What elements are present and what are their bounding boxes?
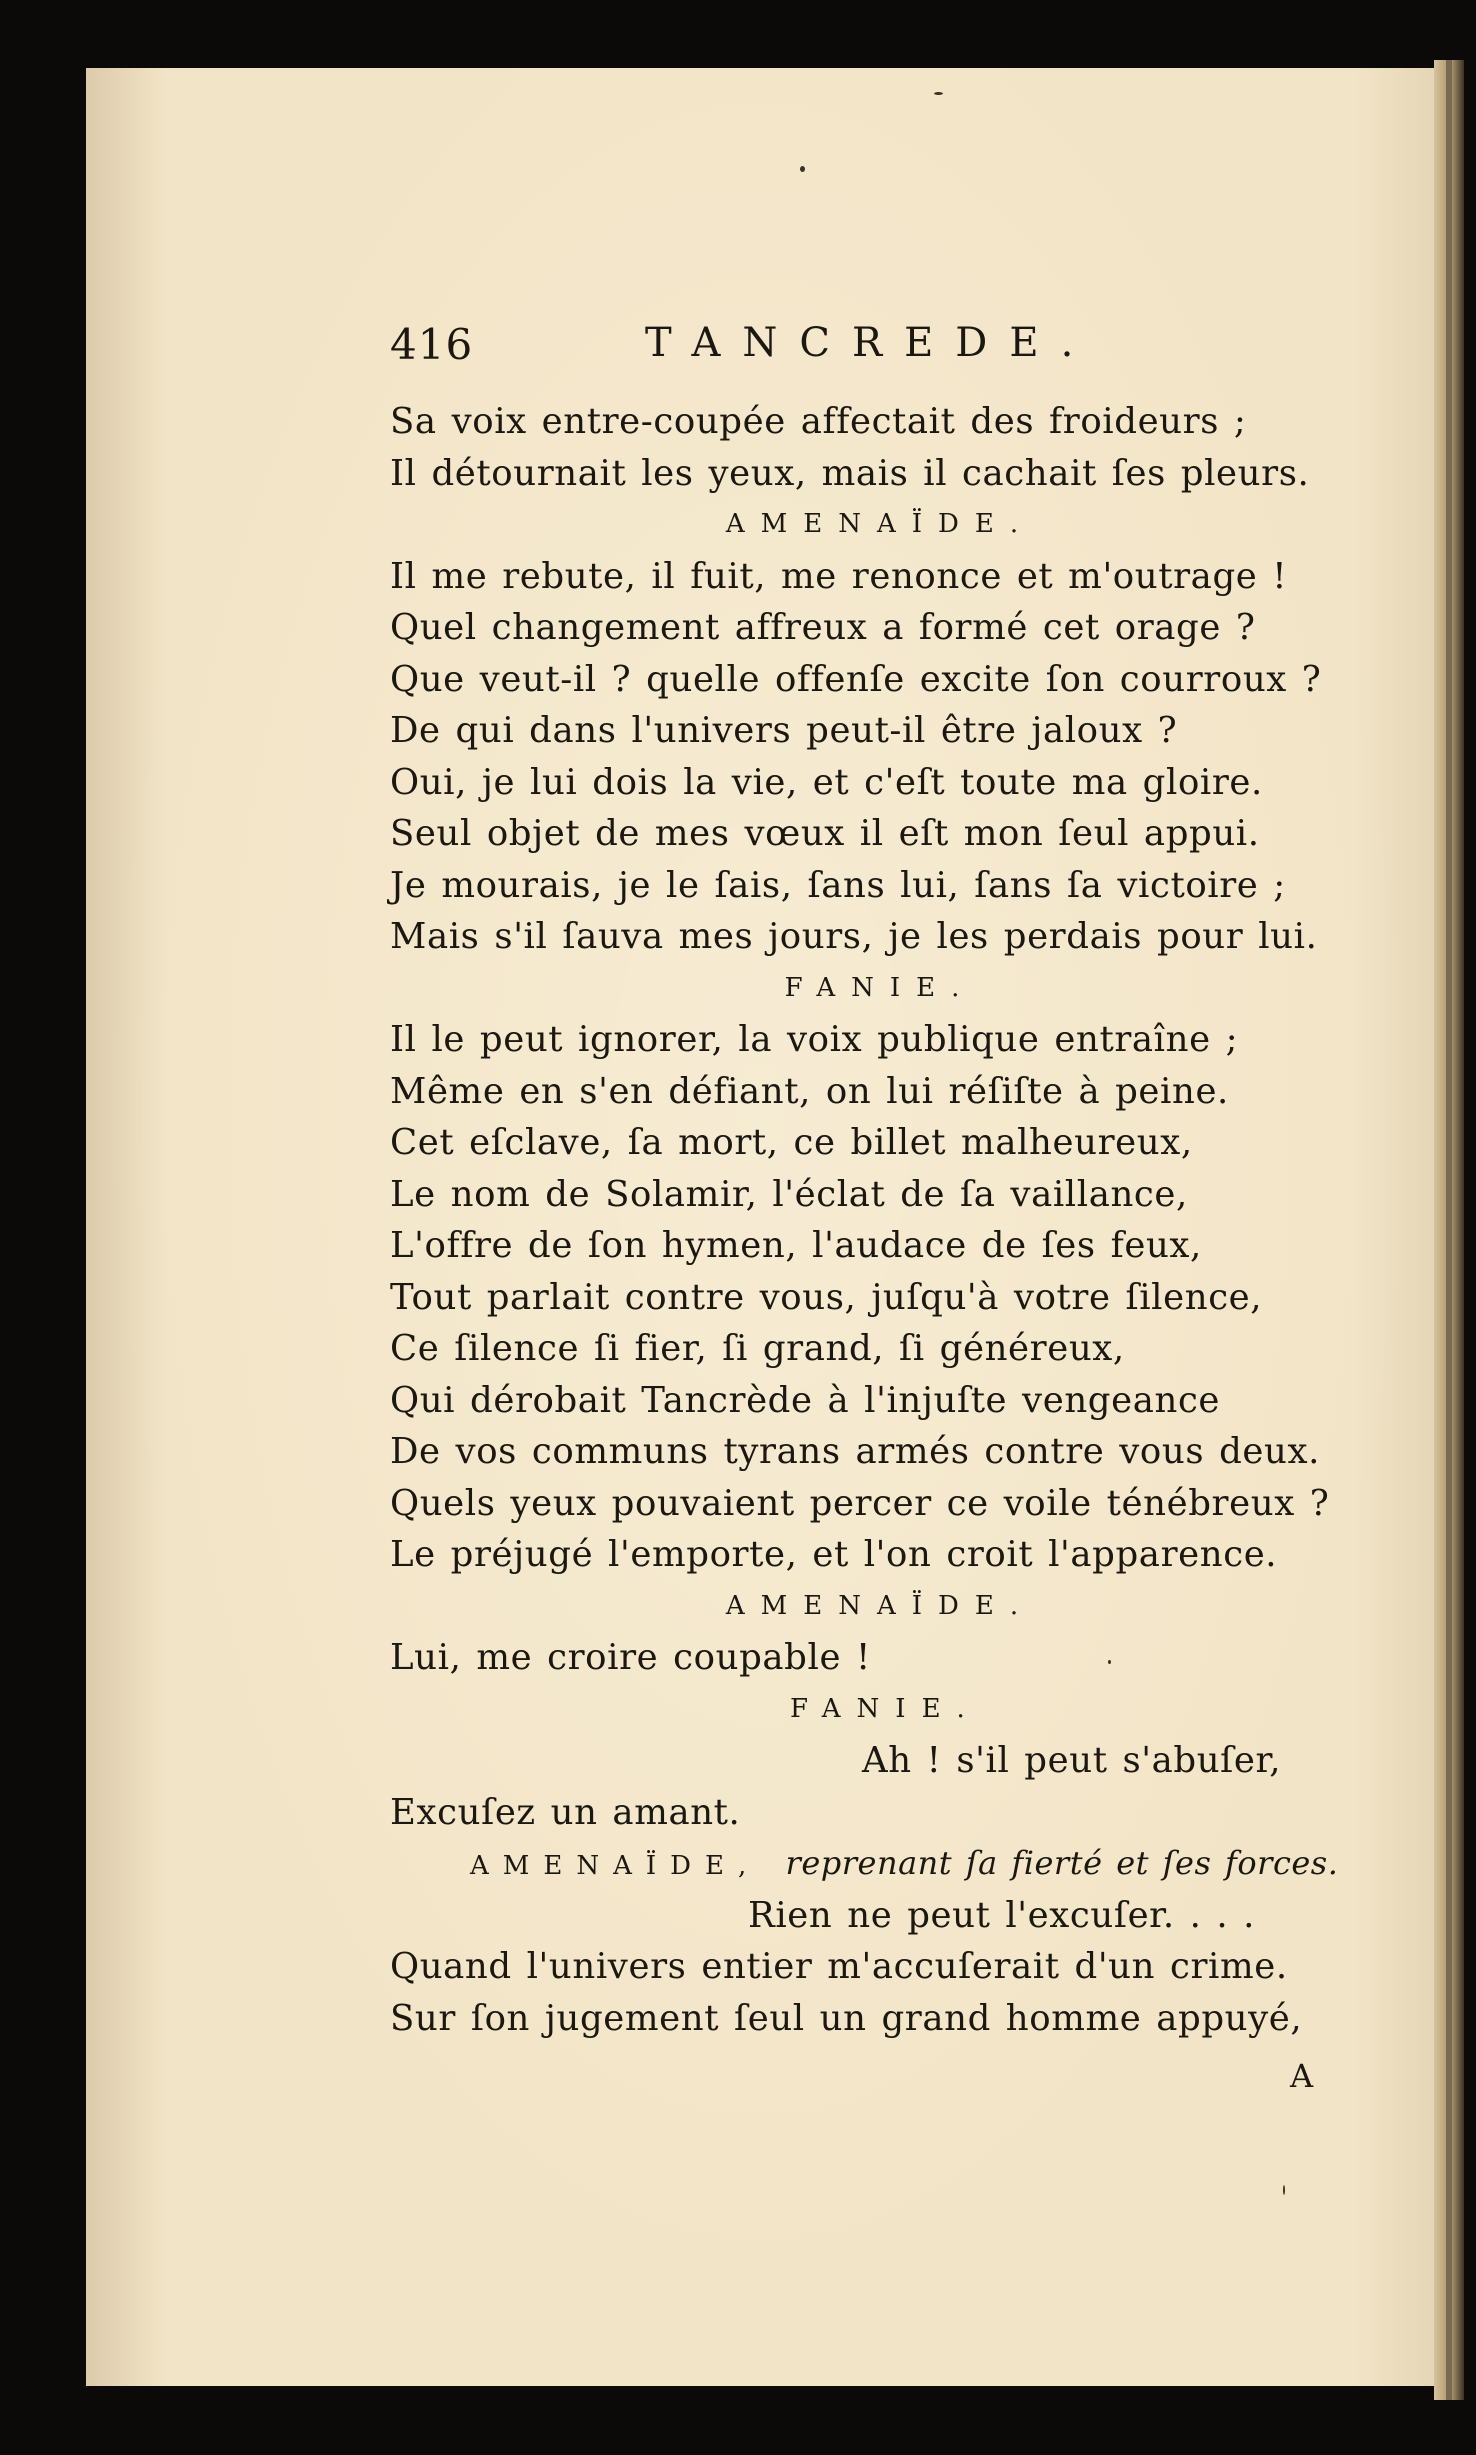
verse-line: Excuſez un amant. xyxy=(390,1791,741,1833)
verse-line: Quels yeux pouvaient percer ce voile ténébreux ? xyxy=(390,1482,1330,1524)
verse-line: Que veut-il ? quelle offenſe excite ſon courroux ? xyxy=(390,658,1322,700)
verse-line: Qui dérobait Tancrède à l'injuſte vengeance xyxy=(390,1379,1221,1421)
verse-line: Sur ſon jugement ſeul un grand homme appuyé, xyxy=(390,1997,1303,2039)
speaker-name: FANIE. xyxy=(790,1693,981,1724)
verse-line: Seul objet de mes vœux il eſt mon ſeul appui. xyxy=(390,813,1260,854)
verse-line: De vos communs tyrans armés contre vous deux. xyxy=(390,1431,1320,1472)
catchword: A xyxy=(1290,2057,1314,2095)
verse-line: Cet eſclave, ſa mort, ce billet malheureux, xyxy=(390,1122,1193,1163)
verse-line: Il le peut ignorer, la voix publique entraîne ; xyxy=(390,1019,1239,1060)
verse-line: Quel changement affreux a formé cet orage ? xyxy=(390,607,1256,648)
speaker-name: AMENAÏDE, xyxy=(470,1851,761,1881)
verse-line: Même en s'en défiant, on lui réſiſte à peine. xyxy=(390,1070,1229,1112)
verse-line: De qui dans l'univers peut-il être jaloux ? xyxy=(390,710,1178,751)
page-number: 416 xyxy=(390,320,474,369)
verse-line: Le préjugé l'emporte, et l'on croit l'apparence. xyxy=(390,1534,1278,1575)
running-header xyxy=(390,320,1290,396)
verse-line: Il détournait les yeux, mais il cachait ſes pleurs. xyxy=(390,452,1310,494)
verse-line: Mais s'il ſauva mes jours, je les perdais pour lui. xyxy=(390,916,1318,957)
verse-line: Le nom de Solamir, l'éclat de ſa vaillance, xyxy=(390,1173,1188,1215)
stage-note: reprenant ſa fierté et ſes forces. xyxy=(785,1844,1339,1882)
verse-line: Ce ſilence ſi fier, ſi grand, ſi généreux, xyxy=(390,1328,1125,1369)
speaker-name: AMENAÏDE. xyxy=(725,509,1035,539)
verse-line: Tout parlait contre vous, juſqu'à votre ſilence, xyxy=(390,1276,1263,1318)
page-text xyxy=(390,320,1339,2044)
verse-lines xyxy=(390,396,1339,2044)
verse-line: Je mourais, je le ſais, ſans lui, ſans ſa victoire ; xyxy=(390,864,1286,906)
stage-direction-line xyxy=(390,1838,1339,1890)
verse-line: Lui, me croire coupable ! xyxy=(390,1637,871,1678)
paper-speck xyxy=(934,92,943,95)
speaker-name: FANIE. xyxy=(784,972,976,1003)
paper-speck xyxy=(1283,2185,1285,2195)
page-edge-shadow xyxy=(1446,60,1452,2400)
verse-line: Il me rebute, il fuit, me renonce et m'outrage ! xyxy=(390,555,1288,597)
verse-line: Quand l'univers entier m'accuſerait d'un crime. xyxy=(390,1946,1288,1987)
verse-line: Ah ! s'il peut s'abuſer, xyxy=(862,1740,1282,1781)
verse-line: Rien ne peut l'excuſer. . . . xyxy=(748,1894,1256,1936)
paper-speck xyxy=(800,166,805,172)
speaker-name: AMENAÏDE. xyxy=(725,1590,1035,1621)
verse-line: Sa voix entre-coupée affectait des froideurs ; xyxy=(390,401,1247,442)
running-title: TANCREDE. xyxy=(645,320,1096,366)
verse-line: L'offre de ſon hymen, l'audace de ſes feux, xyxy=(390,1225,1202,1266)
verse-line: Oui, je lui dois la vie, et c'eſt toute ma gloire. xyxy=(390,761,1263,803)
